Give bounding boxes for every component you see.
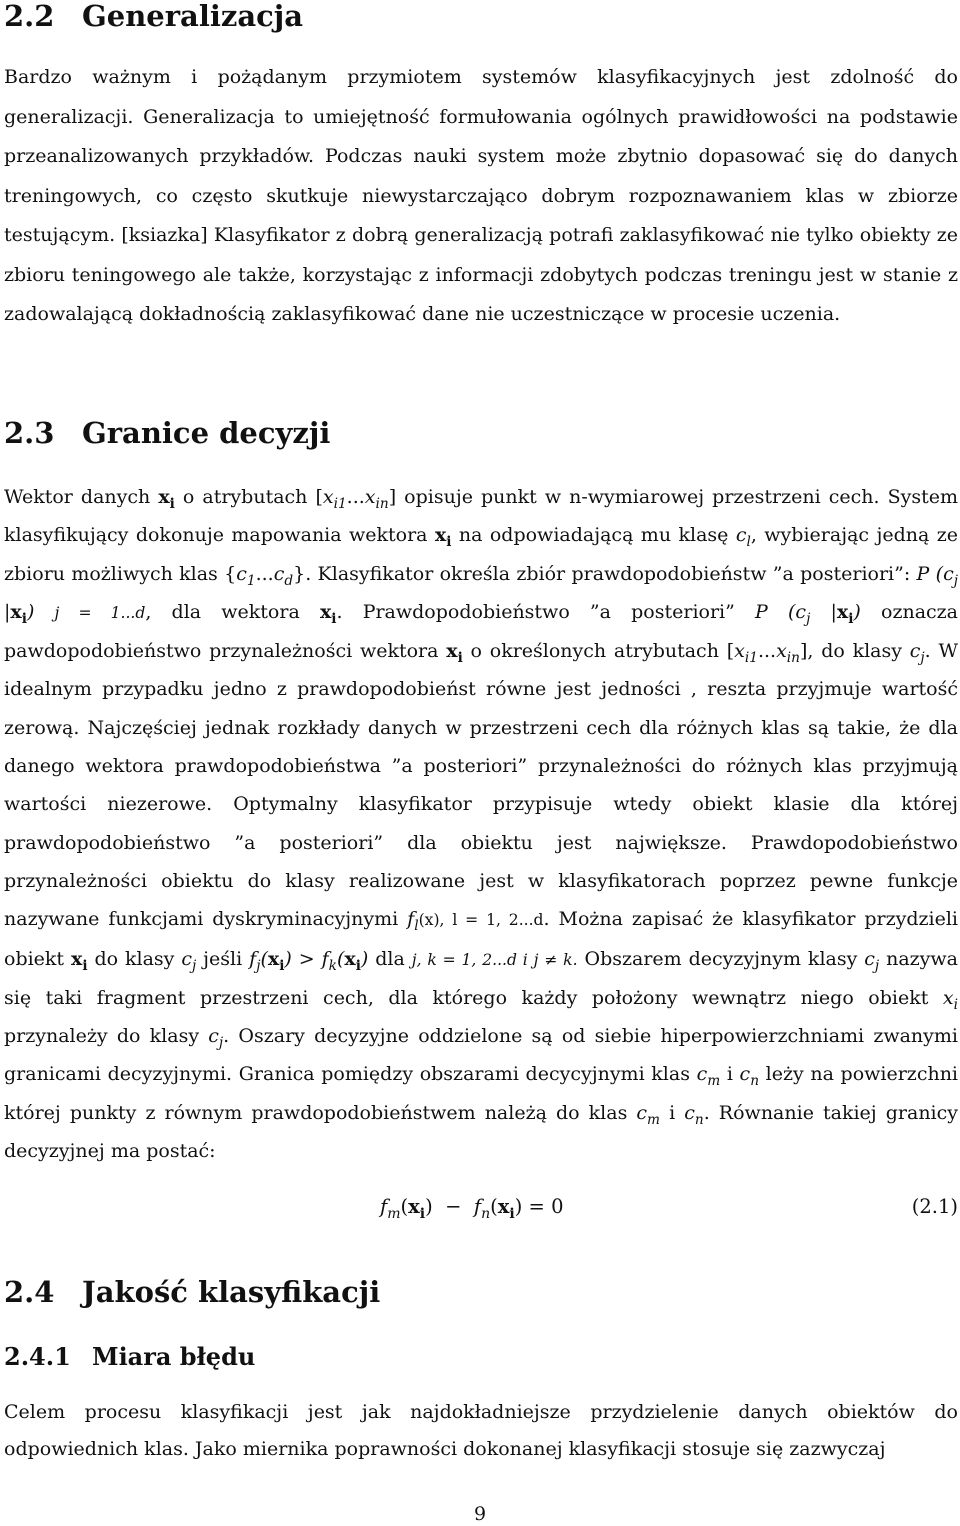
text-run: ...	[346, 486, 365, 508]
text-run: do klasy	[87, 947, 182, 970]
text-run: }. Klasyfikator określa zbiór prawdopodobieństw ”a posteriori”:	[293, 562, 917, 585]
math-var: $c_m$	[636, 1101, 661, 1128]
text-run: oznacza pawdopodobieństwo przynależności wektora	[4, 600, 959, 663]
text-run: o określonych atrybutach [	[462, 640, 735, 663]
text-run: , wybierając jedną ze zbioru możliwych klas {	[4, 524, 958, 585]
math-expr: (x), l = 1, 2...d	[418, 911, 544, 930]
subsection-heading-2-4-1	[4, 1342, 256, 1371]
section-heading-2-3	[4, 416, 331, 450]
section-heading-2-2	[4, 2, 303, 31]
section-number: 2.2	[4, 0, 55, 33]
math-var: $c_j$	[181, 947, 197, 974]
math-var: $f_l$	[407, 908, 419, 935]
subsection-number: 2.4.1	[4, 1342, 71, 1371]
text-run: leży na powierzchni której punkty z równym prawdopodobieństwem należą do klas	[4, 1063, 959, 1124]
text-run: o atrybutach [	[174, 486, 323, 508]
text-run: . Można zapisać że klasyfikator przydzieli obiekt	[4, 908, 959, 970]
math-vector: $x_i$	[446, 640, 463, 666]
math-var: $x_{i1}$	[734, 640, 758, 666]
text-run: . Równanie takiej granicy decyzyjnej ma postać:	[4, 1101, 959, 1163]
math-var: $c_n$	[739, 1063, 760, 1090]
math-vector: $x_i$	[71, 947, 88, 974]
math-vector: $x_i$	[319, 600, 337, 627]
text-run: . Oszary decyzyjne oddzielone są od siebie hiperpowierzchniami zwanymi granicami decyzyjnymi. Granica pomiędzy obszarami decycyjnymi klas	[4, 1025, 958, 1086]
math-var: $c_j$	[909, 640, 925, 666]
equation-body: $f_m(x_i) - f_n(x_i) = 0$	[380, 1195, 564, 1222]
math-expr: $f_j(x_i) > f_k(x_i)$	[249, 947, 369, 974]
math-var: $x_{i1}$	[322, 486, 347, 512]
text-run: , dla wektora	[145, 600, 320, 623]
text-run: przynależy do klasy	[4, 1025, 209, 1048]
text-run: ...	[255, 562, 274, 585]
page-number: 9	[473, 1503, 487, 1525]
text-run: na odpowiadającą mu klasę	[451, 524, 736, 547]
math-var: $x_i$	[942, 986, 958, 1013]
math-var: $c_j$	[864, 947, 880, 974]
math-vector: $x_i$	[158, 486, 175, 512]
math-var: $c_n$	[684, 1101, 704, 1128]
math-vector: $x_i$	[434, 524, 452, 551]
text-run: ...	[757, 640, 777, 663]
section-title: Jakość klasyfikacji	[82, 1275, 381, 1309]
math-var: $x_{in}$	[364, 486, 389, 512]
text-run: i	[660, 1101, 685, 1124]
section-title: Granice decyzji	[82, 416, 331, 450]
section-number: 2.4	[4, 1275, 55, 1309]
math-var: $x_{in}$	[776, 640, 800, 666]
paragraph-generalization: Bardzo ważnym i pożądanym przymiotem systemów klasyfikacyjnych jest zdolność do generalizacji. Generalizacja to umiejętność formułowania ogólnych prawidłowości na podstawie przeanalizowanych przykładów. Podczas nauki system może zbytnio dopasować się do danych treningowych, co często skutkuje niewystarczająco dobrym rozpoznawaniem klas w zbiorze testującym. [ksiazka] Klasyfikator z dobrą generalizacją potrafi zaklasyfikować nie tylko obiekty ze zbioru teningowego ale także, korzystając z informacji zdobytych podczas treningu jest w stanie z zadowalającą dokładnością zaklasyfikować dane nie uczestniczące w procesie uczenia.	[4, 66, 958, 325]
text-run: Obszarem decyzyjnym klasy	[577, 947, 865, 970]
equation-number: (2.1)	[911, 1195, 958, 1218]
text-run: jeśli	[196, 947, 250, 970]
math-var: $c_d$	[273, 562, 294, 589]
text-run: ], do klasy	[799, 640, 910, 663]
text-run: nazywa się taki fragment przestrzeni cech, dla którego każdy położony wewnątrz niego obiekt	[4, 947, 958, 1009]
text-run: ] opisuje punkt w n-wymiarowej przestrzeni cech. System klasyfikujący dokonuje mapowania wektora	[4, 486, 958, 547]
math-var: $c_1$	[236, 562, 256, 589]
text-run: dla	[368, 947, 412, 970]
text-run: i	[720, 1063, 740, 1086]
text-run: Wektor danych	[4, 486, 159, 508]
math-var: $c_l$	[735, 524, 751, 551]
math-var: $c_j$	[208, 1025, 224, 1051]
equation-2-1	[4, 1192, 958, 1222]
paragraph-decision-boundaries	[4, 478, 958, 1170]
subsection-title: Miara błędu	[92, 1342, 256, 1371]
section-number: 2.3	[4, 416, 55, 450]
math-expr: P ($c_j$ $|x_i$)	[4, 562, 958, 627]
text-run: . W idealnym przypadku jedno z prawdopodobieńst równe jest jedności , reszta przyjmuje wartość zerową. Najczęściej jednak rozkłady danych w przestrzeni cech dla różnych klas są takie, że dla danego wektora prawdopodobieństwa ”a posteriori” przynależności do różnych klas przyjmują wartości niezerowe. Optymalny klasyfikator przypisuje wtedy obiekt klasie dla której prawdopodobieństwo ”a posteriori” dla obiektu jest największe. Prawdopodobieństwo przynależności obiektu do klasy realizowane jest w klasyfikatorach poprzez pewne funkcje nazywane funkcjami dyskryminacyjnymi	[4, 640, 958, 931]
math-expr: P ($c_j$ $|x_i$)	[755, 600, 861, 627]
math-expr: j, k = 1, 2...d i j ≠ k.	[411, 950, 578, 969]
paragraph-error-measure: Celem procesu klasyfikacji jest jak najdokładniejsze przydzielenie danych obiektów do odpowiednich klas. Jako miernika poprawności dokonanej klasyfikacji stosuje się zazwyczaj	[4, 1401, 958, 1460]
section-heading-2-4	[4, 1275, 381, 1309]
math-expr: j = 1...d	[54, 603, 146, 622]
math-var: $c_m$	[696, 1063, 721, 1090]
text-run: . Prawdopodobieństwo ”a posteriori”	[336, 600, 756, 623]
section-title: Generalizacja	[82, 0, 304, 33]
